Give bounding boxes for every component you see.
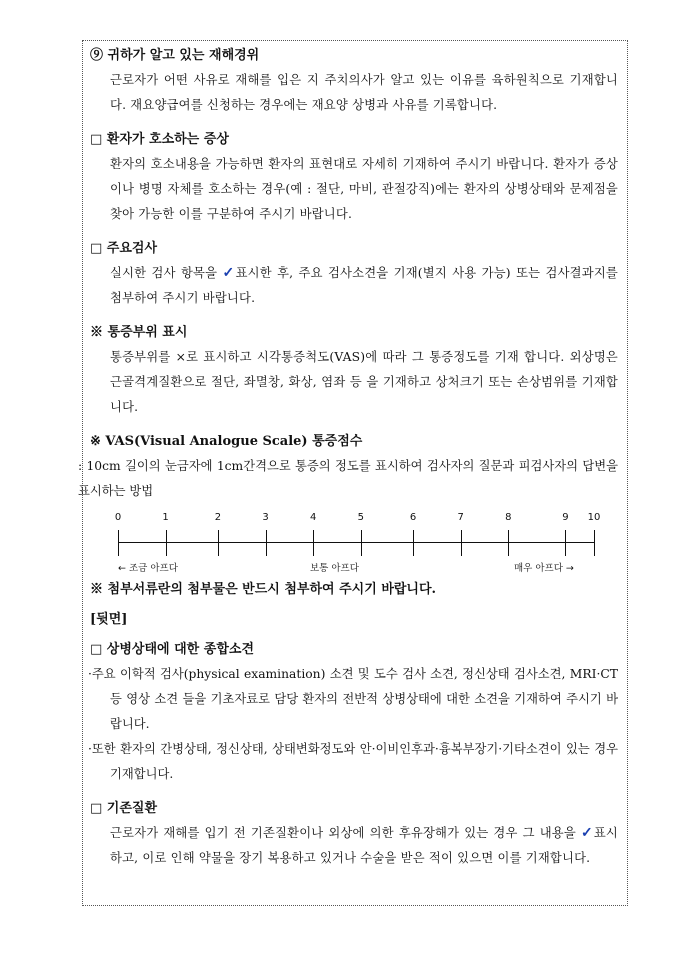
vas-tick-label-3: 3	[262, 512, 269, 523]
back-page-label: [뒷면]	[90, 612, 128, 627]
section-patient-complaint	[82, 128, 628, 227]
vas-tick-2	[218, 530, 219, 556]
vas-tick-label-4: 4	[309, 512, 317, 523]
overall-item-1: ·주요 이학적 검사(physical examination) 소견 및 도수 검사 소견, 정신상태 검사소견, MRI·CT 등 영상 소견 들을 기초자료로 담당 환자의 전반적 상병상태에 대한 소견을 기재하여 주시기 바랍니다.	[88, 667, 618, 731]
vas-tick-8	[508, 530, 509, 556]
section-title-pain-site: ※ 통증부위 표시	[90, 325, 188, 340]
vas-tick-label-5: 5	[357, 512, 364, 523]
preexisting-text-pre: 근로자가 재해를 입기 전 기존질환이나 외상에 의한 후유장해가 있는 경우 그 내용을	[110, 826, 581, 840]
vas-tick-label-1: 1	[162, 512, 169, 523]
exam-text-post: 표시한 후, 주요 검사소견을 기재(별지 사용 가능) 또는 검사결과지를 첨부하여 주시기 바랍니다.	[110, 266, 618, 305]
section-preexisting	[82, 797, 628, 871]
vas-tick-5	[361, 530, 362, 556]
checkmark-icon: ✓	[580, 825, 594, 841]
section-title-vas: ※ VAS(Visual Analogue Scale) 통증점수	[90, 434, 363, 449]
vas-tick-label-9: 9	[562, 512, 569, 523]
vas-axis-line	[118, 542, 594, 543]
section-title-preexisting: □ 기존질환	[90, 801, 158, 816]
vas-tick-label-2: 2	[214, 512, 222, 523]
section-title-patient-complaint: □ 환자가 호소하는 증상	[90, 132, 229, 147]
section-pain-site	[82, 321, 628, 420]
section-title-main-exam: □ 주요검사	[90, 241, 158, 256]
section-vas	[78, 430, 628, 574]
checkmark-icon: ✓	[222, 265, 236, 281]
vas-tick-0	[118, 530, 119, 556]
attachment-note: ※ 첨부서류란의 첨부물은 반드시 첨부하여 주시기 바랍니다.	[90, 582, 437, 597]
vas-tick-label-8: 8	[505, 512, 512, 523]
section-body-preexisting	[82, 821, 628, 871]
vas-label-mid: 보통 아프다	[310, 563, 359, 574]
overall-item-2: ·또한 환자의 간병상태, 정신상태, 상태변화정도와 안·이비인후과·흉복부장기·기타소견이 있는 경우 기재합니다.	[88, 742, 618, 781]
section-overall-opinion	[82, 638, 628, 787]
vas-tick-6	[413, 530, 414, 556]
vas-tick-label-7: 7	[457, 512, 464, 523]
exam-text-pre: 실시한 검사 항목을	[110, 266, 223, 280]
section-main-exam	[82, 237, 628, 311]
section-body-pain-site: 통증부위를 ×로 표시하고 시각통증척도(VAS)에 따라 그 통증정도를 기재 합니다. 외상명은 근골격계질환으로 절단, 좌멸창, 화상, 염좌 등 을 기재하고 상처크기 또는 손상범위를 기재합니다.	[110, 350, 618, 414]
section-body-main-exam	[82, 261, 628, 311]
vas-tick-label-10: 10	[587, 512, 601, 523]
section-title-injury-history: ⑨ 귀하가 알고 있는 재해경위	[90, 48, 260, 63]
preexisting-text-post: 표시하고, 이로 인해 약물을 장기 복용하고 있거나 수술을 받은 적이 있으면 이를 기재합니다.	[110, 826, 618, 865]
vas-label-high: 매우 아프다 →	[514, 563, 574, 574]
section-title-overall-opinion: □ 상병상태에 대한 종합소견	[90, 642, 254, 657]
section-injury-history	[82, 44, 628, 118]
vas-scale	[82, 512, 628, 572]
vas-tick-3	[266, 530, 267, 556]
vas-tick-7	[461, 530, 462, 556]
vas-tick-1	[166, 530, 167, 556]
vas-tick-9	[565, 530, 566, 556]
section-body-vas: : 10cm 길이의 눈금자에 1cm간격으로 통증의 정도를 표시하여 검사자의 질문과 피검사자의 답변을 표시하는 방법	[78, 459, 618, 498]
vas-tick-label-0: 0	[114, 512, 122, 523]
vas-tick-10	[594, 530, 595, 556]
section-body-injury-history: 근로자가 어떤 사유로 재해를 입은 지 주치의사가 알고 있는 이유를 육하원칙으로 기재합니다. 재요양급여를 신청하는 경우에는 재요양 상병과 사유를 기록합니다.	[110, 73, 618, 112]
vas-tick-label-6: 6	[409, 512, 417, 523]
vas-label-low: ← 조금 아프다	[118, 563, 178, 574]
document-content	[78, 44, 628, 871]
section-body-patient-complaint: 환자의 호소내용을 가능하면 환자의 표현대로 자세히 기재하여 주시기 바랍니다. 환자가 증상이나 병명 자체를 호소하는 경우(예 : 절단, 마비, 관절강직)에는 환자의 상병상태와 문제점을 찾아 가능한 이를 구분하여 주시기 바랍니다.	[110, 157, 618, 221]
vas-tick-4	[313, 530, 314, 556]
